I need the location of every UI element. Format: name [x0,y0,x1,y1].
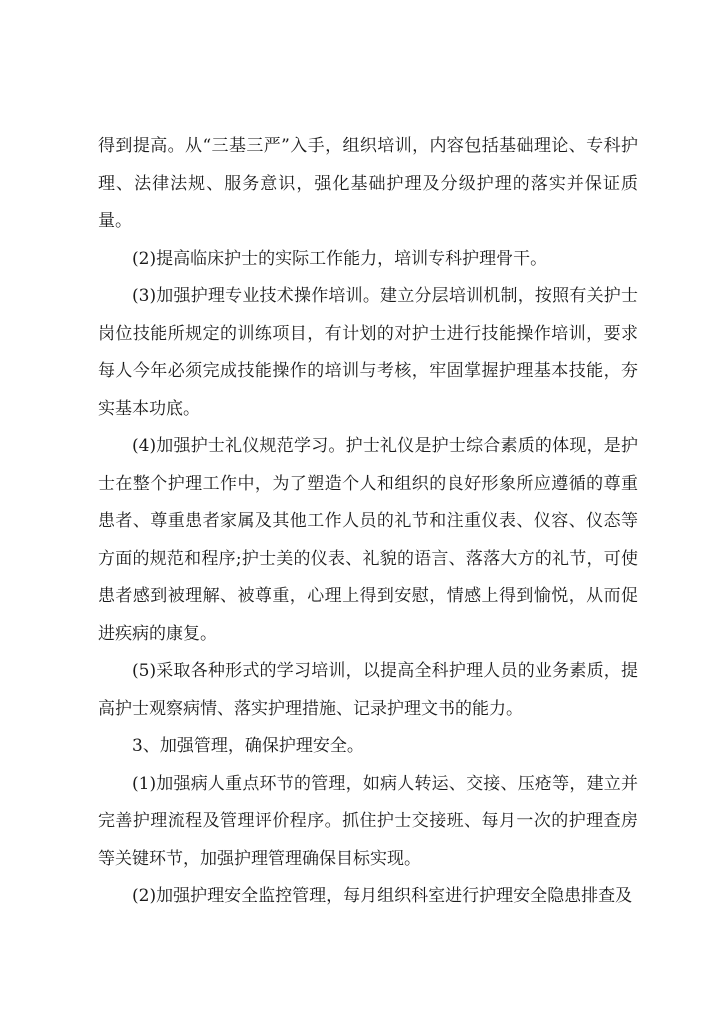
paragraph-subitem-2: (2)加强护理安全监控管理，每月组织科室进行护理安全隐患排查及 [132,886,633,906]
paragraph-item-2: (2)提高临床护士的实际工作能力，培训专科护理骨干。 [132,248,548,269]
paragraph-item-4: (4)加强护士礼仪规范学习。护士礼仪是护士综合素质的体现，是护士在整个护理工作中，为了塑造个人和组织的良好形象所应遵循的尊重患者、尊重患者家属及其他工作人员的礼节和注重仪表、仪容、仪态等方面的规范和程序;护士美的仪表、礼貌的语言、落落大方的礼节，可使患者感到被理解、被尊重，心理上得到安慰，情感上得到愉悦，从而促进疾病的康复。 [98,436,638,644]
section-heading-3: 3、加强管理，确保护理安全。 [132,736,364,756]
paragraph-continuation: 得到提高。从“三基三严”入手，组织培训，内容包括基础理论、专科护理、法律法规、服务意识，强化基础护理及分级护理的落实并保证质量。 [98,136,638,231]
paragraph-item-3: (3)加强护理专业技术操作培训。建立分层培训机制，按照有关护士岗位技能所规定的训练项目，有计划的对护士进行技能操作培训，要求每人今年必须完成技能操作的培训与考核，牢固掌握护理基本技能，夯实基本功底。 [98,286,638,419]
paragraph-subitem-1: (1)加强病人重点环节的管理，如病人转运、交接、压疮等，建立并完善护理流程及管理评价程序。抓住护士交接班、每月一次的护理查房等关键环节，加强护理管理确保目标实现。 [98,773,638,869]
paragraph-item-5: (5)采取各种形式的学习培训，以提高全科护理人员的业务素质，提高护士观察病情、落实护理措施、记录护理文书的能力。 [98,661,638,719]
document-body [98,128,638,916]
